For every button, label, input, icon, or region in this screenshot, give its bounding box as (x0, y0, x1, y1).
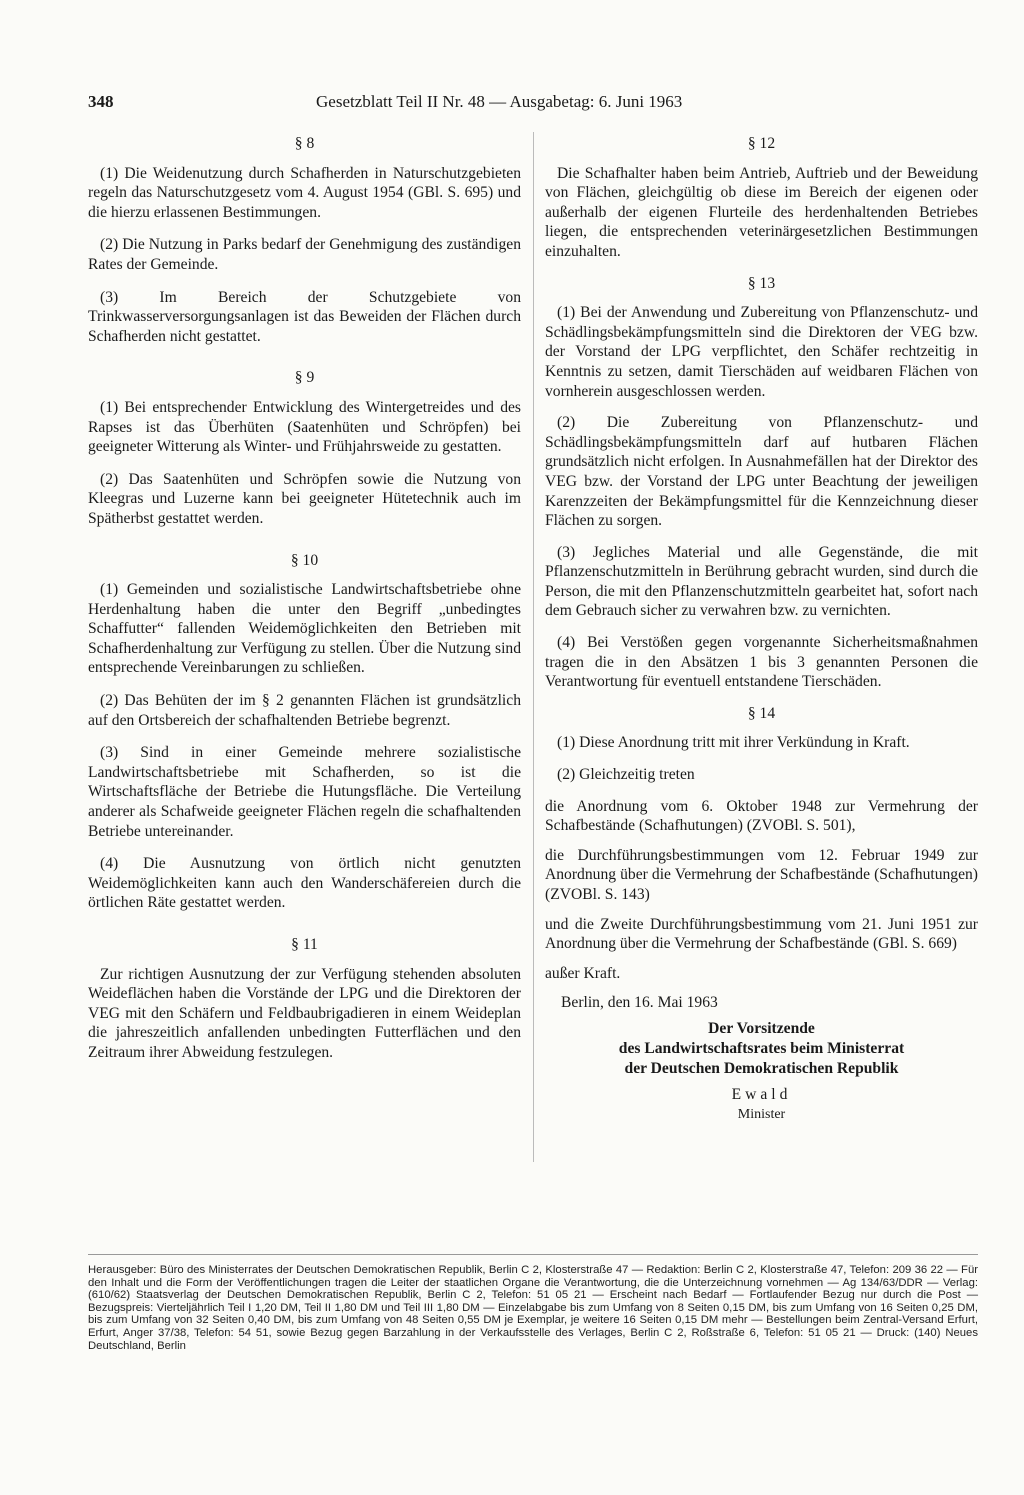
paragraph: (3) Im Bereich der Schutzgebiete von Trinkwasserversorgungsanlagen ist das Beweiden der Flächen durch Schafherden nicht gestattet. (88, 288, 521, 345)
section-heading-8: § 8 (294, 135, 315, 152)
paragraph: (1) Gemeinden und sozialistische Landwirtschaftsbetriebe ohne Herdenhaltung haben die unter den Begriff „unbedingtes Schaffutter“ fallenden Weidemöglichkeiten den Betrieben mit Schafherdenhaltung zur Verfügung zu stellen. Über die Nutzung sind entsprechende Vereinbarungen zu schließen. (88, 581, 521, 677)
section-heading-13: § 13 (747, 274, 776, 292)
paragraph: (1) Bei entsprechender Entwicklung des Wintergetreides und des Rapses ist das Überhüten (Saatenhüten und Schröpfen) bei geeigneter Witterung als Winter- und Frühjahrsweide zu gestatten. (88, 398, 521, 456)
paragraph: (2) Gleichzeitig treten (557, 766, 695, 784)
paragraph: (1) Diese Anordnung tritt mit ihrer Verkündung in Kraft. (557, 734, 910, 752)
imprint-text: Herausgeber: Büro des Ministerrates der Deutschen Demokratischen Republik, Berlin C 2, Klosterstraße 47 — Redaktion: Berlin C 2, Klosterstraße 47, Telefon: 209 36 22 — Für den Inhalt und die Form der Veröffentlichungen tragen die Leiter der staatlichen Organe die Verantwortung, die die Unterzeichnung vornehmen — Ag 134/63/DDR — Verlag: (610/62) Staatsverlag der Deutschen Demokratischen Republik, Berlin C 2, Telefon: 51 05 21 — Erscheint nach Bedarf — Fortlaufender Bezug nur durch die Post — Bezugspreis: Vierteljährlich Teil I 1,20 DM, Teil II 1,80 DM und Teil III 1,80 DM — Einzelabgabe bis zum Umfang von 8 Seiten 0,15 DM, bis zum Umfang von 16 Seiten 0,25 DM, bis zum Umfang von 32 Seiten 0,40 DM, bis zum Umfang von 48 Seiten 0,55 DM je Exemplar, je weitere 16 Seiten 0,15 DM mehr — Bestellungen beim Zentral-Versand Erfurt, Erfurt, Anger 37/38, Telefon: 54 51, sowie Bezug gegen Barzahlung in der Verkaufsstelle des Verlages, Berlin C 2, Roßstraße 6, Telefon: 51 05 21 — Druck: (140) Neues Deutschland, Berlin (88, 1264, 978, 1352)
signatory-title-3: der Deutschen Demokratischen Republik (624, 1059, 899, 1077)
signatory-name: Ewald (731, 1085, 792, 1103)
imprint-footer (88, 1264, 978, 1352)
paragraph: (1) Die Weidenutzung durch Schafherden in Naturschutzgebieten regeln das Naturschutzgesetz vom 4. August 1954 (GBl. S. 695) und die hierzu erlassenen Bestimmungen. (88, 164, 521, 221)
paragraph: (1) Bei der Anwendung und Zubereitung von Pflanzenschutz- und Schädlingsbekämpfungsmitteln sind die Direktoren der VEG bzw. der Vorstand der LPG verpflichtet, den Schäfer rechtzeitig in Kenntnis zu setzen, damit Tierschäden auf weidbaren Flächen von vornherein ausgeschlossen werden. (545, 304, 978, 400)
footer-rule (88, 1254, 978, 1255)
signatory-title-1: Der Vorsitzende (708, 1019, 815, 1037)
paragraph: (2) Die Zubereitung von Pflanzenschutz- und Schädlingsbekämpfungsmitteln darf auf hutbaren Flächen grundsätzlich nicht erfolgen. In Ausnahmefällen hat der Direktor des VEG bzw. der Vorstand der LPG unter Beachtung der jeweiligen Karenzzeiten der Bekämpfungsmittel für die Kennzeichnung dieser Flächen zu sorgen. (545, 414, 978, 530)
section-heading-9: § 9 (294, 369, 315, 387)
right-column (545, 132, 978, 1124)
paragraph: Die Schafhalter haben beim Antrieb, Auftrieb und der Beweidung von Flächen, gleichgültig ob diese im Bereich der eigenen oder außerhalb der eigenen Flurteile des herdenhaltenden Betriebes liegen, die entsprechenden veterinärgesetzlichen Bestimmungen einzuhalten. (545, 164, 978, 260)
repealed-item: und die Zweite Durchführungsbestimmung vom 21. Juni 1951 zur Anordnung über die Vermehrung der Schafbestände (GBl. S. 669) (545, 915, 978, 953)
signatory-role: Minister (737, 1106, 786, 1122)
signatory-title-2: des Landwirtschaftsrates beim Ministerrat (618, 1039, 905, 1057)
paragraph: (2) Die Nutzung in Parks bedarf der Genehmigung des zuständigen Rates der Gemeinde. (88, 236, 521, 273)
paragraph: (4) Bei Verstößen gegen vorgenannte Sicherheitsmaßnahmen tragen die in den Absätzen 1 bis 3 genannten Personen die Verantwortung für eventuell entstandene Tierschäden. (545, 634, 978, 691)
section-heading-11: § 11 (291, 936, 318, 953)
closing-line: außer Kraft. (545, 964, 621, 982)
paragraph: Zur richtigen Ausnutzung der zur Verfügung stehenden absoluten Weideflächen haben die Vorstände der LPG und die Direktoren der VEG mit den Schäfern und Feldbaubrigadieren in einem Weideplan die jahreszeitlich anfallenden unbedingten Futterflächen und den Zeitraum ihrer Abweidung festzulegen. (88, 965, 521, 1061)
left-column (88, 132, 521, 1076)
paragraph: (2) Das Behüten der im § 2 genannten Flächen ist grundsätzlich auf den Ortsbereich der schafhaltenden Betriebe begrenzt. (88, 692, 521, 729)
paragraph: (3) Sind in einer Gemeinde mehrere sozialistische Landwirtschaftsbetriebe mit Schafherden, so ist die Wirtschaftsfläche der Betriebe die Hutungsfläche. Die Verteilung anderer als Schafweide geeigneter Flächen regeln die schafhaltenden Betriebe untereinander. (88, 744, 521, 840)
section-heading-14: § 14 (747, 704, 776, 722)
section-heading-10: § 10 (290, 551, 319, 569)
paragraph: (2) Das Saatenhüten und Schröpfen sowie die Nutzung von Kleegras und Luzerne kann bei geeigneter Hütetechnik auch im Spätherbst gestattet werden. (88, 470, 521, 527)
repealed-item: die Anordnung vom 6. Oktober 1948 zur Vermehrung der Schafbestände (Schafhutungen) (ZVOBl. S. 501), (545, 797, 978, 835)
section-heading-12: § 12 (747, 135, 776, 152)
signature-date: Berlin, den 16. Mai 1963 (561, 994, 718, 1012)
gazette-title: Gesetzblatt Teil II Nr. 48 — Ausgabetag: 6. Juni 1963 (316, 92, 683, 111)
page-header (88, 92, 968, 116)
paragraph: (3) Jegliches Material und alle Gegenstände, die mit Pflanzenschutzmitteln in Berührung gebracht wurden, sind durch die Person, die mit den Pflanzenschutzmitteln gearbeitet hat, sofort nach dem Gebrauch sicher zu verwahren bzw. zu vernichten. (545, 543, 978, 620)
repealed-item: die Durchführungsbestimmungen vom 12. Februar 1949 zur Anordnung über die Vermehrung der Schafbestände (Schafhutungen) (ZVOBl. S. 143) (545, 846, 978, 903)
page-number: 348 (88, 92, 114, 111)
paragraph: (4) Die Ausnutzung von örtlich nicht genutzten Weidemöglichkeiten kann auch den Wanderschäfereien durch die örtlichen Räte gestattet werden. (88, 855, 521, 912)
column-divider (533, 132, 534, 1162)
